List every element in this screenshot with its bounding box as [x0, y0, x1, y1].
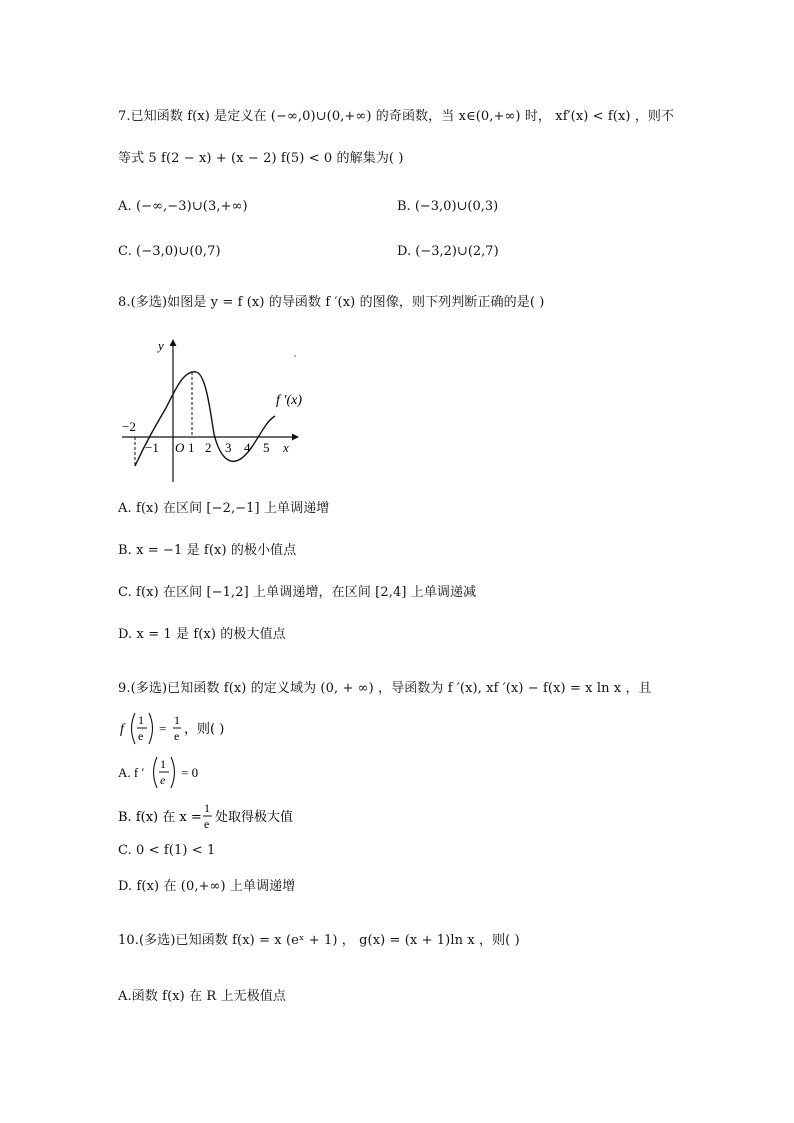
q9-rhs-denominator: e — [174, 729, 180, 743]
derivative-graph — [118, 330, 318, 490]
tick-label: −1 — [145, 440, 159, 455]
q10-option-a: A.函数 f(x) 在 R 上无极值点 — [118, 989, 287, 1004]
tick-label: 2 — [205, 440, 212, 455]
q9-option-b-prefix: B. f(x) 在 x = — [118, 810, 202, 825]
q9-stem-line2 — [118, 708, 278, 748]
q7-option-b: B. (−3,0)∪(0,3) — [397, 199, 499, 214]
q8-stem: 8.(多选)如图是 y = f (x) 的导函数 f ′(x) 的图像，则下列判断正确的是( ) — [118, 295, 545, 310]
q9-option-b-denominator: e — [204, 817, 210, 831]
q7-stem-line1: 7.已知函数 f(x) 是定义在 (−∞,0)∪(0,+∞) 的奇函数，当 x∈(0,+∞) 时， xf′(x) < f(x) ，则不 — [118, 109, 675, 124]
q9-frac-denominator: e — [138, 729, 144, 743]
q9-option-c: C. 0 < f(1) < 1 — [118, 843, 216, 858]
q9-stem-line1: 9.(多选)已知函数 f(x) 的定义域为 (0, + ∞) ，导函数为 f ′(x), xf ′(x) − f(x) = x ln x ，且 — [118, 681, 652, 696]
left-paren — [132, 713, 136, 744]
curve-label: f ′(x) — [276, 393, 302, 408]
q9-option-b-numerator: 1 — [204, 801, 210, 815]
y-axis-arrow — [170, 339, 177, 346]
left-paren — [154, 757, 158, 788]
q9-option-a-suffix: = 0 — [181, 765, 199, 780]
stray-dot — [294, 355, 296, 357]
q7-option-a: A. (−∞,−3)∪(3,+∞) — [118, 199, 248, 214]
tick-label: 3 — [225, 440, 232, 455]
q10-stem: 10.(多选)已知函数 f(x) = x (eˣ + 1) ， g(x) = (x + 1)ln x ，则( ) — [118, 933, 520, 948]
q9-frac-numerator: 1 — [138, 713, 144, 727]
q9-option-b-suffix: 处取得极大值 — [215, 810, 294, 825]
tick-label: 1 — [188, 440, 195, 455]
q9-option-a-numerator: 1 — [160, 757, 166, 771]
q7-option-c: C. (−3,0)∪(0,7) — [118, 244, 221, 259]
q9-equals: = — [159, 721, 167, 736]
left-bound-label: −2 — [122, 419, 136, 434]
right-paren — [149, 713, 153, 744]
tick-label: 5 — [263, 440, 270, 455]
x-axis-label: x — [283, 440, 289, 455]
q9-option-b — [118, 796, 338, 836]
q9-stem-tail: ，则( ) — [184, 722, 225, 737]
q8-option-c: C. f(x) 在区间 [−1,2] 上单调递增，在区间 [2,4] 上单调递减 — [118, 585, 477, 600]
q9-option-a-prefix: A. f ′ — [118, 765, 145, 780]
tick-label: 4 — [244, 440, 251, 455]
q9-option-a — [118, 752, 238, 792]
y-axis-label: y — [158, 338, 164, 353]
q9-f-symbol: f — [120, 722, 124, 737]
q9-option-a-denominator: e — [160, 773, 166, 787]
origin-label: O — [175, 440, 185, 455]
q8-option-b: B. x = −1 是 f(x) 的极小值点 — [118, 543, 297, 558]
x-axis-arrow — [292, 434, 299, 441]
q8-option-a: A. f(x) 在区间 [−2,−1] 上单调递增 — [118, 501, 330, 516]
q7-stem-line2: 等式 5 f(2 − x) + (x − 2) f(5) < 0 的解集为( ) — [118, 151, 404, 166]
right-paren — [171, 757, 175, 788]
q9-option-d: D. f(x) 在 (0,+∞) 上单调递增 — [118, 879, 296, 894]
q7-option-d: D. (−3,2)∪(2,7) — [397, 244, 499, 259]
q9-rhs-numerator: 1 — [174, 713, 180, 727]
q8-option-d: D. x = 1 是 f(x) 的极大值点 — [118, 627, 286, 642]
